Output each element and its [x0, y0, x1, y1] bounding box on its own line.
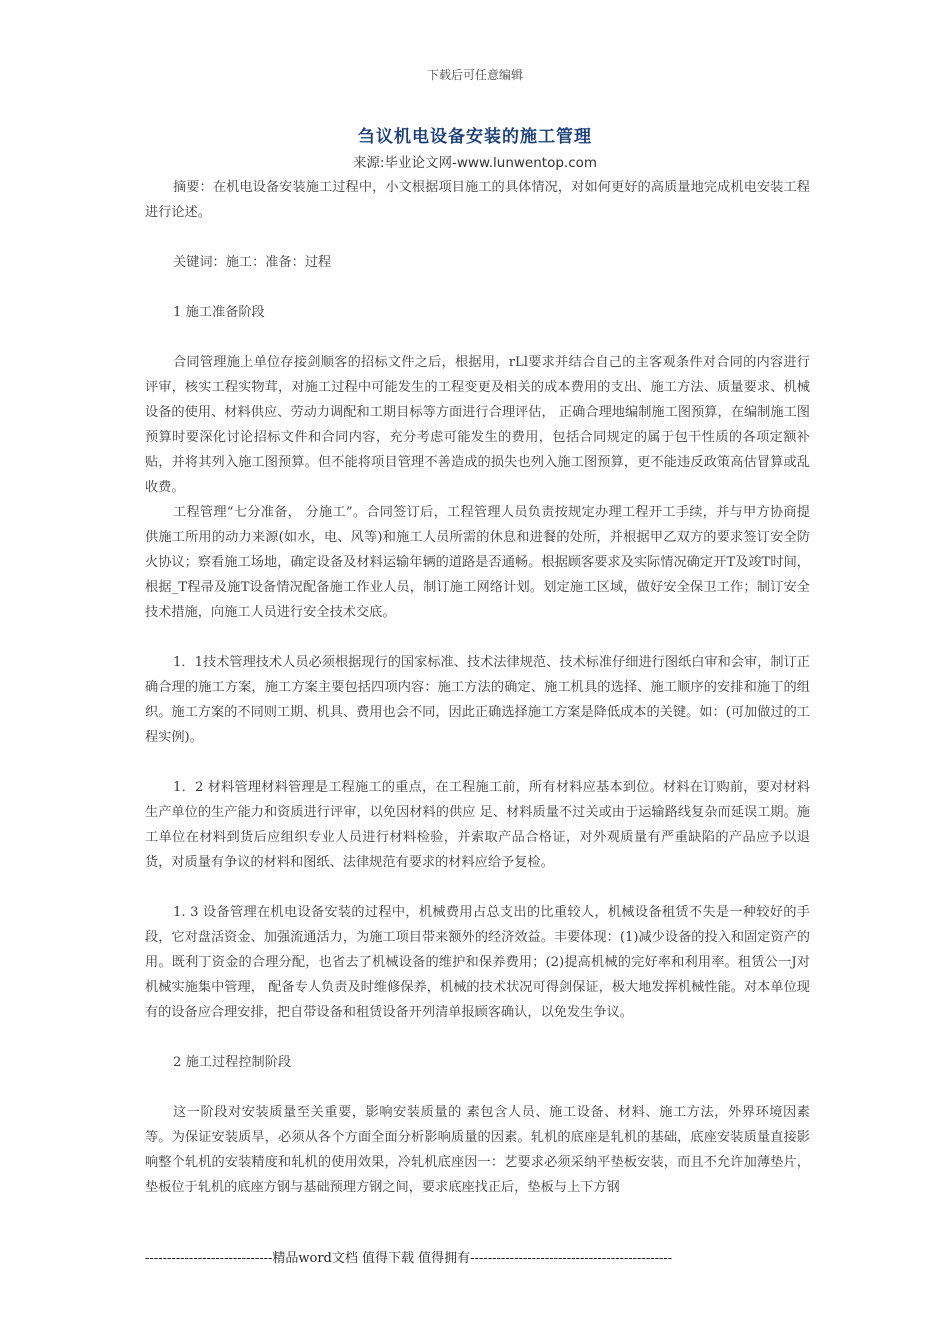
keywords-paragraph: 关键词：施工：准备：过程 [173, 255, 332, 270]
body-paragraph: 工程管理“七分准备， 分施工”。合同签订后，工程管理人员负责按规定办理工程开工手续，并与甲方协商提供施工所用的动力来源(如水，电、风等)和施工人员所需的休息和进餐的处所，并根据甲乙双方的要求签订安全防火协议；察看施工场地，确定设备及材料运输年辆的道路是否通畅。根据顾客要求及实际情况确定开T及竣T时间，根据_T程帚及施T设备情况配备施工作业人员，制订施工网络计划。划定施工区域，做好安全保卫工作；制订安全技术措施，向施工人员进行安全技术交底。 [145, 505, 810, 620]
subsection-paragraph-1-3: 1. 3 设备管理在机电设备安装的过程中，机械费用占总支出的比重较人，机械设备租赁不失是一种较好的手段，它对盘活资金、加强流通活力，为施工项目带来额外的经济效益。丰要体现：(1)减少设备的投入和固定资产的 用。既利丁资金的合理分配，也省去了机械设备的维护和保养费用；(2)提高机械的完好率和利用率。租赁公一J对机械实施集中管理， 配备专人负责及时维修保养，机械的技术状况可得剑保证，极大地发挥机械性能。对本单位现有的设备应合理安排，把自带设备和租赁设备开列清单报顾客确认，以免发生争议。 [145, 905, 810, 1020]
body-paragraph: 合同管理施上单位存接剑顺客的招标文件之后，根据用，rLl要求并结合自己的主客观条件对合同的内容进行评审，核实工程实物茸，对施工过程中可能发生的工程变更及相关的成本费用的支出、施工方法、质量要求、机械设备的使用、材料供应、劳动力调配和工期目标等方面进行合理评估， 正确合理地编制施工图预算，在编制施工图预算时要深化讨论招标文件和合同内容，充分考虑可能发生的费用，包括合同规定的属于包干性质的各项定额补贴，并将其列入施工图预算。但不能将项目管理不善造成的损失也列入施工图预算，更不能违反政策高估冒算或乱收费。 [145, 355, 810, 495]
abstract-paragraph: 摘要：在机电设备安装施工过程中，小文根据项目施工的具体情况，对如何更好的高质量地完成机电安装工程进行论述。 [145, 180, 810, 220]
article-title: 刍议机电设备安装的施工管理 [358, 127, 592, 147]
article-source: 来源:毕业论文网-www.lunwentop.com [352, 155, 598, 171]
body-paragraph: 这一阶段对安装质量至关重要，影响安装质量的 素包含人员、施工设备、材料、施工方法，外界环境因素等。为保证安装质旱，必须从各个方面全面分析影响质量的因素。轧机的底座是轧机的基础，底座安装质量直接影响整个轧机的安装精度和轧机的使用效果，冷轧机底座因一：艺要求必须采纳平垫板安装，而且不允许加薄垫片，垫板位于轧机的底座方钢与基础预理方钢之间，要求底座找正后，垫板与上下方钢 [145, 1105, 810, 1195]
section-heading-2: 2 施工过程控制阶段 [173, 1055, 292, 1070]
article-body [145, 175, 810, 1200]
section-heading-1: 1 施工准备阶段 [173, 305, 265, 320]
subsection-paragraph-1-2: 1．2 材料管理材料管理是工程施工的重点，在工程施工前，所有材料应基本到位。材料在订购前，要对材料生产单位的生产能力和资质进行评审，以免因材料的供应 足、材料质量不过关或由于运输路线复杂而延误工期。施工单位在材料到货后应组织专业人员进行材料检验，并索取产品合格证，对外观质量有严重缺陷的产品应予以退货，对质量有争议的材料和图纸、法律规范有要求的材料应给予复检。 [145, 780, 810, 870]
page-header-note: 下载后可任意编辑 [426, 68, 523, 82]
page-footer-note: -----------------------------精品word文档 值得下载 值得拥有---------------------------------------------- [145, 1251, 673, 1266]
subsection-paragraph-1-1: 1．1技术管理技术人员必须根据现行的国家标准、技术法律规范、技术标准仔细进行图纸白审和会审，制订正确合理的施工方案，施工方案主要包括四项内容：施工方法的确定、施工机具的选择、施工顺序的安排和施丁的组织。施工方案的不同则工期、机具、费用也会不同，因此正确选择施工方案是降低成本的关键。如：(可加做过的工程实例)。 [145, 655, 810, 745]
